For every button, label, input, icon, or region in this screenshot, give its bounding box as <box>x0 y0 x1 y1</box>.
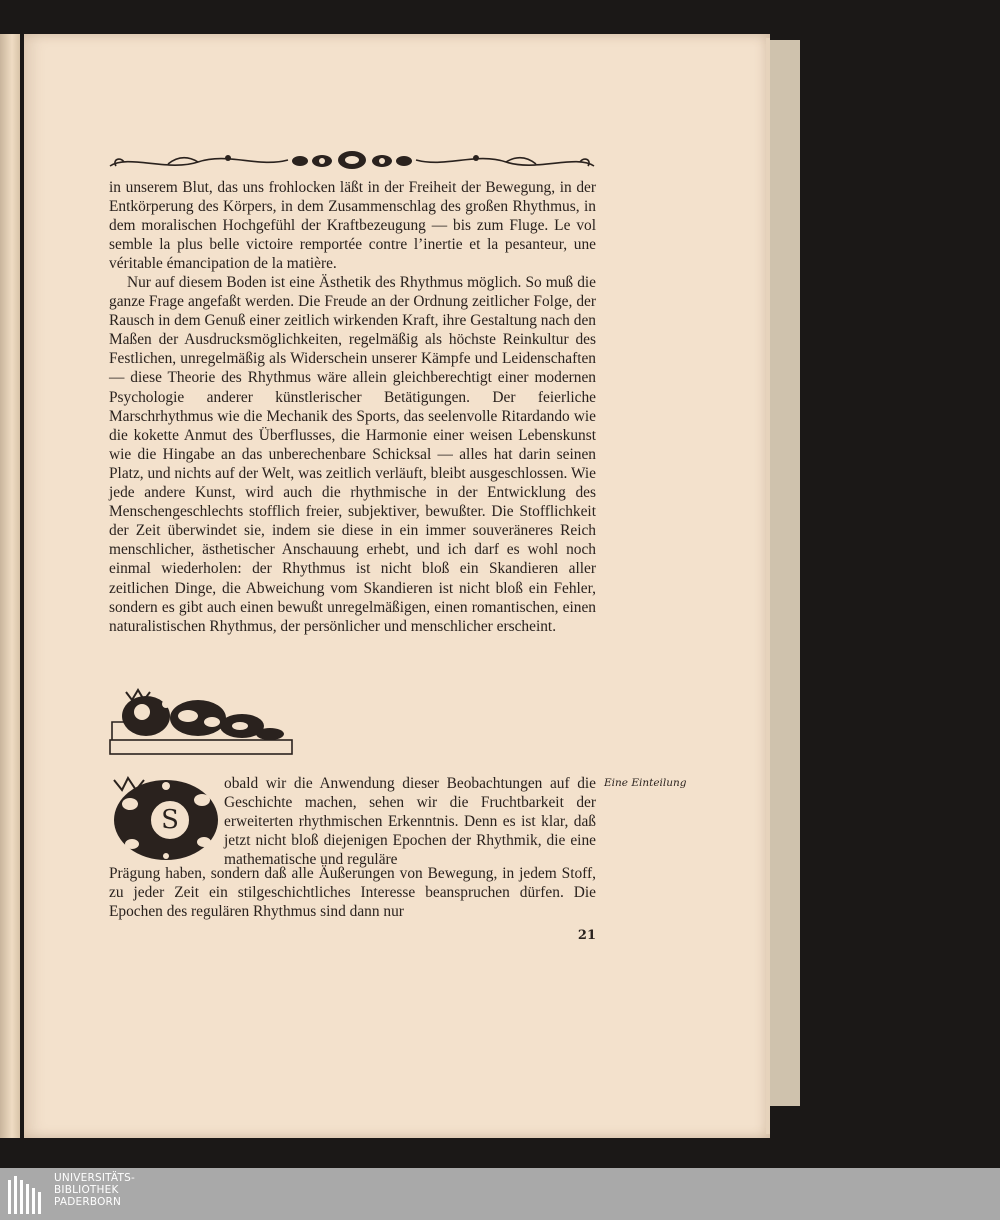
floral-vignette <box>108 682 294 760</box>
paragraph-3-continued: Prägung haben, sondern daß alle Äußerungen von Bewegung, in jedem Stoff, zu jeder Zeit ein stilgeschichtliches Interesse beanspruchen dürfen. Die Epochen des regulären Rhythmus sind dann nur <box>109 865 596 921</box>
page-number: 21 <box>577 928 596 943</box>
ornamental-headpiece <box>108 146 596 174</box>
paragraph-2: Nur auf diesem Boden ist eine Ästhetik des Rhythmus möglich. So muß die ganze Frage angefaßt werden. Die Freude an der Ordnung zeitlicher Folge, der Rausch in dem Genuß einer zeitlich wirkenden Kraft, ihre Gestaltung nach den Maßen der Ausdrucksmöglichkeiten, regelmäßig als höchste Reinkultur des Festlichen, unregelmäßig als Widerschein unserer Kämpfe und Leidenschaften — diese Theorie des Rhythmus wäre allein gleichberechtigt einer modernen Psychologie anderer künstlerischer Betätigungen. Der feierliche Marschrhythmus wie die Mechanik des Sports, das seelenvolle Ritardando wie die kokette Anmut des Überflusses, die Harmonie einer weisen Lebenskunst wie die Hingabe an das unberechenbare Schicksal — alles hat darin seinen Platz, und nichts auf der Welt, was zeitlich verläuft, bleibt ausgeschlossen. Wie jede andere Kunst, wird auch die rhythmische in der Entwicklung des Menschengeschlechts stofflich freier, subjektiver, bewußter. Die Stofflichkeit der Zeit überwindet sie, indem sie diese in ein immer souveräneres Reich menschlicher, ästhetischer Anschauung erhebt, und ich darf es wohl noch einmal wiederholen: der Rhythmus ist nicht bloß ein Skandieren aller zeitlichen Dinge, die Abweichung vom Skandieren ist nicht bloß ein Fehler, sondern es gibt auch einen bewußt unregelmäßigen, einen romantischen, einen naturalistischen Rhythmus, der persönlicher und menschlicher erscheint. <box>109 274 596 635</box>
facing-page-edge <box>0 34 20 1138</box>
margin-note: Eine Einteilung <box>604 777 687 789</box>
paragraph-3-beside-initial: obald wir die Anwendung dieser Beobachtungen auf die Geschichte machen, sehen wir die Fruchtbarkeit der erweiterten rhythmischen Erkenntnis. Denn es ist klar, daß jetzt nicht bloß diejenigen Epochen der Rhythmik, die eine mathematische und reguläre <box>224 775 596 869</box>
library-footer <box>0 1168 1000 1220</box>
logo-line-3: PADERBORN <box>54 1196 122 1208</box>
paragraph-1: in unserem Blut, das uns frohlocken läßt in der Freiheit der Bewegung, in der Entkörperung des Körpers, in dem Zusammenschlag des großen Rhythmus, in dem moralischen Hochgefühl der Kraftbezeugung — bis zum Fluge. Le vol semble la plus belle victoire remportée contre l’inertie et la pesanteur, une véritable émancipation de la matière. <box>109 179 596 273</box>
library-logo-icon <box>6 1174 46 1216</box>
logo-line-2: BIBLIOTHEK <box>54 1184 119 1196</box>
page-edge <box>766 38 770 1134</box>
library-logo-text <box>54 1172 135 1208</box>
logo-line-1: UNIVERSITÄTS- <box>54 1172 135 1184</box>
drop-cap-letter: S <box>150 800 190 840</box>
